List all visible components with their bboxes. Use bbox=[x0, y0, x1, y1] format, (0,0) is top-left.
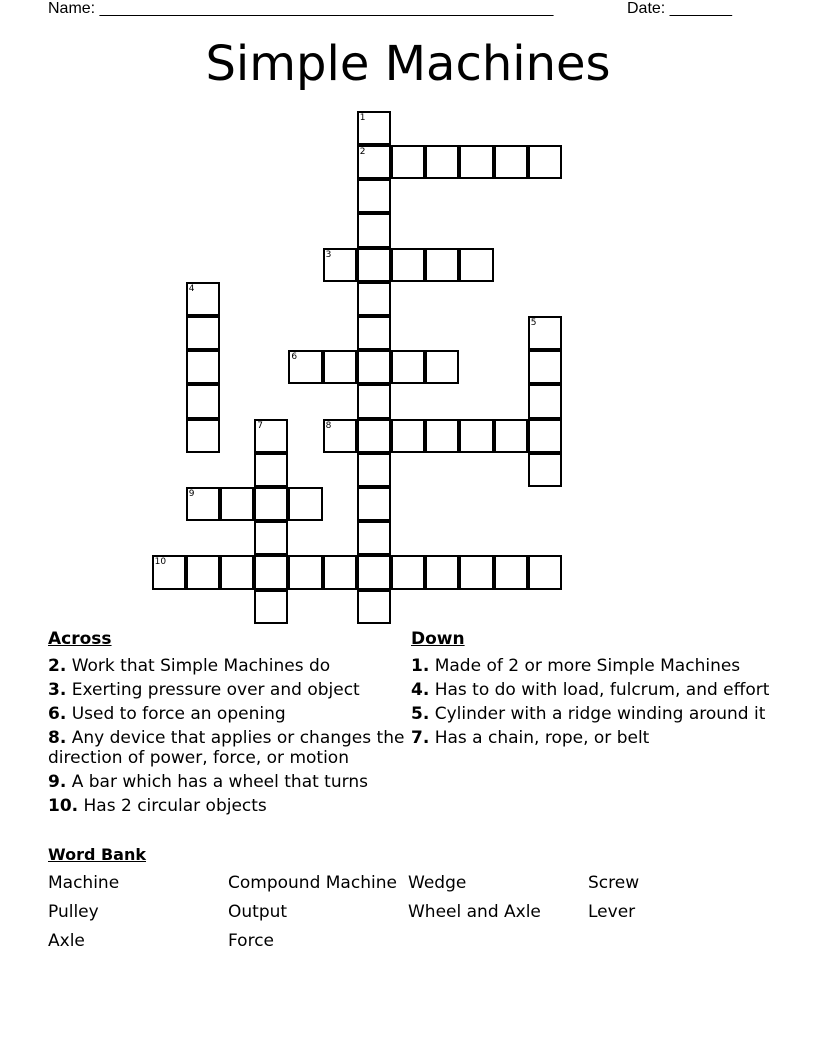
grid-cell[interactable] bbox=[357, 350, 391, 384]
clue-item-number: 9. bbox=[48, 772, 67, 792]
grid-cell[interactable] bbox=[357, 111, 391, 145]
grid-cell[interactable] bbox=[357, 590, 391, 624]
grid-cell[interactable] bbox=[323, 419, 357, 453]
clue-item-number: 1. bbox=[411, 656, 430, 676]
clue-item-number: 6. bbox=[48, 704, 67, 724]
clue-item-text: A bar which has a wheel that turns bbox=[66, 772, 368, 792]
clue-item-text: Has to do with load, fulcrum, and effort bbox=[429, 680, 770, 700]
clue-number: 9 bbox=[188, 489, 195, 499]
grid-cell[interactable] bbox=[425, 350, 459, 384]
grid-cell[interactable] bbox=[391, 555, 425, 589]
clue-item-text: Work that Simple Machines do bbox=[66, 656, 331, 676]
clue-item-number: 4. bbox=[411, 680, 430, 700]
clue-number: 5 bbox=[530, 318, 537, 328]
grid-cell[interactable] bbox=[186, 350, 220, 384]
clue-item-text: Has 2 circular objects bbox=[78, 796, 267, 816]
grid-cell[interactable] bbox=[323, 248, 357, 282]
clue-item bbox=[411, 680, 771, 700]
grid-cell[interactable] bbox=[254, 590, 288, 624]
clue-number: 3 bbox=[325, 249, 332, 260]
word-bank-item: Axle bbox=[48, 931, 85, 951]
grid-cell[interactable] bbox=[254, 453, 288, 487]
grid-cell[interactable] bbox=[288, 555, 322, 589]
down-heading: Down bbox=[411, 629, 465, 649]
grid-cell[interactable] bbox=[494, 145, 528, 179]
grid-cell[interactable] bbox=[186, 384, 220, 418]
grid-cell[interactable] bbox=[357, 487, 391, 521]
clue-number: 10 bbox=[154, 557, 167, 568]
clue-item bbox=[48, 704, 408, 724]
clue-item-number: 5. bbox=[411, 704, 430, 724]
grid-cell[interactable] bbox=[288, 350, 322, 384]
grid-cell[interactable] bbox=[323, 555, 357, 589]
name-field: Name: ___________________________________________________ bbox=[48, 0, 554, 17]
grid-cell[interactable] bbox=[357, 453, 391, 487]
clue-item bbox=[48, 728, 408, 768]
grid-cell[interactable] bbox=[357, 213, 391, 247]
clue-item bbox=[411, 704, 771, 724]
grid-cell[interactable] bbox=[186, 487, 220, 521]
grid-cell[interactable] bbox=[186, 316, 220, 350]
grid-cell[interactable] bbox=[357, 384, 391, 418]
word-bank-item: Output bbox=[228, 902, 288, 922]
grid-cell[interactable] bbox=[186, 282, 220, 316]
across-heading: Across bbox=[48, 629, 112, 649]
clue-item-number: 10. bbox=[48, 796, 79, 816]
grid-cell[interactable] bbox=[528, 453, 562, 487]
grid-cell[interactable] bbox=[357, 145, 391, 179]
grid-cell[interactable] bbox=[459, 419, 493, 453]
word-bank bbox=[48, 873, 768, 951]
grid-cell[interactable] bbox=[391, 145, 425, 179]
grid-cell[interactable] bbox=[220, 555, 254, 589]
grid-cell[interactable] bbox=[186, 419, 220, 453]
clue-number: 2 bbox=[359, 147, 366, 157]
grid-cell[interactable] bbox=[425, 555, 459, 589]
grid-cell[interactable] bbox=[459, 555, 493, 589]
date-field: Date: _______ bbox=[627, 0, 732, 17]
word-bank-item: Machine bbox=[48, 873, 120, 893]
clue-item-number: 7. bbox=[411, 728, 430, 748]
clue-number: 6 bbox=[291, 352, 298, 363]
grid-cell[interactable] bbox=[528, 350, 562, 384]
grid-cell[interactable] bbox=[391, 350, 425, 384]
grid-cell[interactable] bbox=[391, 248, 425, 282]
clue-item bbox=[48, 796, 408, 816]
grid-cell[interactable] bbox=[357, 555, 391, 589]
grid-cell[interactable] bbox=[254, 487, 288, 521]
grid-cell[interactable] bbox=[357, 248, 391, 282]
grid-cell[interactable] bbox=[425, 145, 459, 179]
grid-cell[interactable] bbox=[357, 179, 391, 213]
grid-cell[interactable] bbox=[528, 419, 562, 453]
grid-cell[interactable] bbox=[186, 555, 220, 589]
grid-cell[interactable] bbox=[391, 419, 425, 453]
word-bank-item: Pulley bbox=[48, 902, 99, 922]
clue-item bbox=[48, 656, 408, 676]
grid-cell[interactable] bbox=[357, 316, 391, 350]
grid-cell[interactable] bbox=[357, 521, 391, 555]
grid-cell[interactable] bbox=[459, 145, 493, 179]
grid-cell[interactable] bbox=[528, 384, 562, 418]
clue-item bbox=[411, 728, 771, 748]
down-clues bbox=[411, 628, 771, 752]
clue-item-text: Has a chain, rope, or belt bbox=[429, 728, 650, 748]
word-bank-item: Lever bbox=[588, 902, 636, 922]
clue-number: 1 bbox=[359, 112, 366, 123]
grid-cell[interactable] bbox=[528, 316, 562, 350]
clue-item bbox=[411, 656, 771, 676]
word-bank-item: Compound Machine bbox=[228, 873, 397, 893]
grid-cell[interactable] bbox=[425, 248, 459, 282]
clue-item-number: 8. bbox=[48, 728, 67, 748]
word-bank-item: Force bbox=[228, 931, 274, 951]
clue-item-number: 2. bbox=[48, 656, 67, 676]
word-bank-item: Wedge bbox=[408, 873, 467, 893]
clue-item bbox=[48, 772, 408, 792]
clue-item-text: Made of 2 or more Simple Machines bbox=[429, 656, 741, 676]
grid-cell[interactable] bbox=[288, 487, 322, 521]
grid-cell[interactable] bbox=[528, 145, 562, 179]
clue-number: 7 bbox=[257, 420, 263, 431]
grid-cell[interactable] bbox=[357, 282, 391, 316]
clue-item-text: Used to force an opening bbox=[66, 704, 286, 724]
clue-item-text: Exerting pressure over and object bbox=[66, 680, 360, 700]
clue-item-number: 3. bbox=[48, 680, 67, 700]
clue-item-text: Cylinder with a ridge winding around it bbox=[429, 704, 766, 724]
grid-cell[interactable] bbox=[152, 555, 186, 589]
grid-cell[interactable] bbox=[254, 521, 288, 555]
word-bank-item: Screw bbox=[588, 873, 640, 893]
grid-cell[interactable] bbox=[494, 555, 528, 589]
grid-cell[interactable] bbox=[254, 555, 288, 589]
word-bank-item: Wheel and Axle bbox=[408, 902, 541, 922]
grid-cell[interactable] bbox=[220, 487, 254, 521]
grid-cell[interactable] bbox=[323, 350, 357, 384]
grid-cell[interactable] bbox=[494, 419, 528, 453]
clue-item bbox=[48, 680, 408, 700]
grid-cell[interactable] bbox=[254, 419, 288, 453]
page-title: Simple Machines bbox=[205, 36, 611, 92]
clue-item-text: Any device that applies or changes the direction of power, force, or motion bbox=[48, 728, 405, 768]
clue-number: 4 bbox=[188, 283, 195, 294]
grid-cell[interactable] bbox=[528, 555, 562, 589]
clue-number: 8 bbox=[325, 420, 332, 431]
word-bank-heading: Word Bank bbox=[48, 845, 147, 864]
grid-cell[interactable] bbox=[459, 248, 493, 282]
grid-cell[interactable] bbox=[425, 419, 459, 453]
grid-cell[interactable] bbox=[357, 419, 391, 453]
across-clues bbox=[48, 628, 408, 820]
